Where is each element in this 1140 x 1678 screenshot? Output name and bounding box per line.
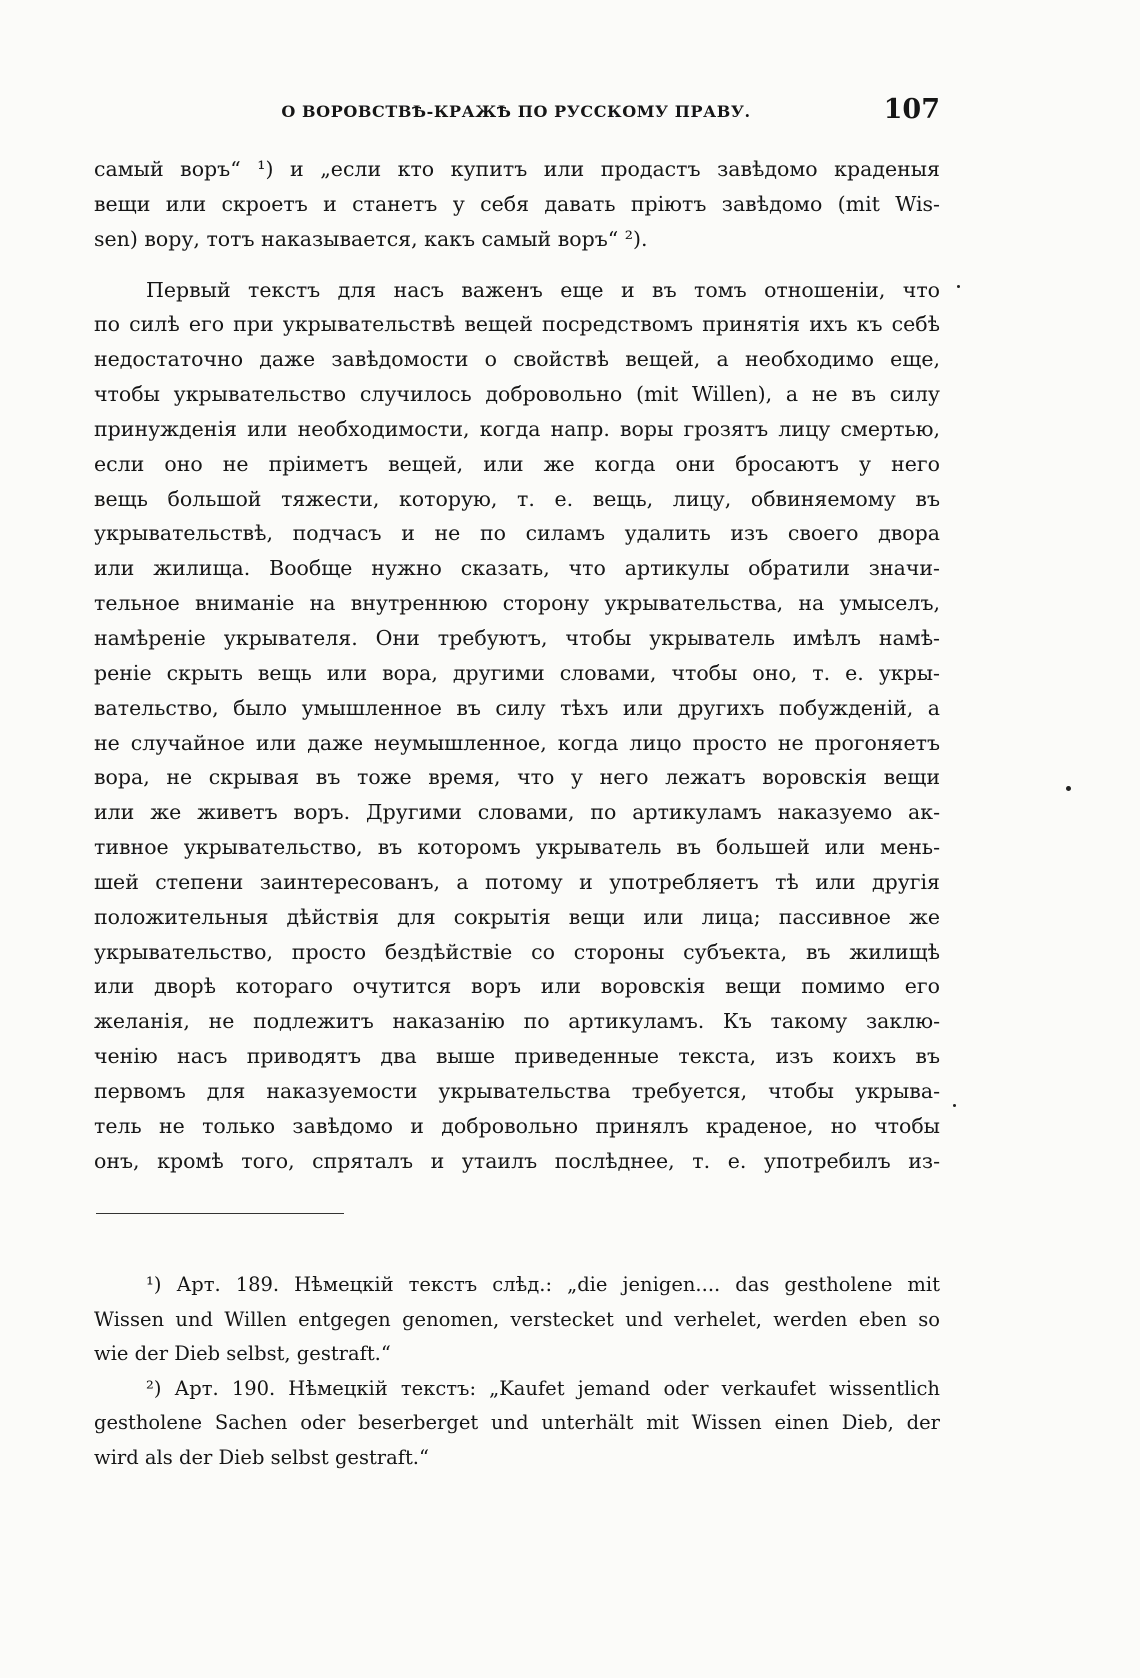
text-line: вещи или скроетъ и станетъ у себя давать пріютъ завѣдомо (mit Wis- [94,191,940,216]
footnote-line: gestholene Sachen oder beserberget und unterhält mit Wissen einen Dieb, der [94,1411,940,1434]
text-line: шей степени заинтересованъ, а потому и употребляетъ тѣ или другія [94,869,940,894]
text-line: если оно не пріиметъ вещей, или же когда они бросаютъ у него [94,451,940,476]
text-line: тельное вниманіе на внутреннюю сторону укрывательства, на умыселъ, [94,591,940,616]
text-line: желанія, не подлежитъ наказанію по артикуламъ. Къ такому заклю- [94,1009,940,1034]
text-line: принужденія или необходимости, когда напр. воры грозятъ лицу смертью, [94,416,940,441]
text-line: вещь большой тяжести, которую, т. е. вещь, лицу, обвиняемому въ [94,486,940,511]
footnote-line: wie der Dieb selbst, gestraft.“ [94,1342,391,1365]
text-line: положительныя дѣйствія для сокрытія вещи или лица; пассивное же [94,904,940,929]
text-line: укрывательствѣ, подчасъ и не по силамъ удалить изъ своего двора [94,521,940,546]
text-line: sen) вору, тотъ наказывается, какъ самый воръ“ ²). [94,226,648,251]
body-text [94,152,940,1178]
footnote-separator [96,1213,344,1214]
ink-speck [953,1104,956,1107]
footnote-line: ¹) Арт. 189. Нѣмецкій текстъ слѣд.: „die jenigen.... das gestholene mit [146,1273,940,1296]
text-line: вора, не скрывая въ тоже время, что у него лежатъ воровскія вещи [94,765,940,790]
text-line: или жилища. Вообще нужно сказать, что артикулы обратили значи- [94,556,940,581]
text-line: реніе скрыть вещь или вора, другими словами, чтобы оно, т. е. укры- [94,660,940,685]
page-header [92,94,940,130]
text-line: ченію насъ приводятъ два выше приведенные текста, изъ коихъ въ [94,1044,940,1069]
text-line: тель не только завѣдомо и добровольно принялъ краденое, но чтобы [94,1113,940,1138]
text-line: чтобы укрывательство случилось добровольно (mit Willen), а не въ силу [94,382,940,407]
text-line: по силѣ его при укрывательствѣ вещей посредствомъ принятія ихъ къ себѣ [94,312,940,337]
text-line: онъ, кромѣ того, спряталъ и утаилъ послѣднее, т. е. употребилъ из- [94,1148,940,1173]
text-line: или дворѣ котораго очутится воръ или воровскія вещи помимо его [94,974,940,999]
text-line: Первый текстъ для насъ важенъ еще и въ томъ отношеніи, что [146,277,940,302]
footnote-line: Wissen und Willen entgegen genomen, verstecket und verhelet, werden eben so [94,1307,940,1331]
text-line: первомъ для наказуемости укрывательства требуется, чтобы укрыва- [94,1078,940,1103]
ink-speck [1066,786,1071,791]
text-line: вательство, было умышленное въ силу тѣхъ или другихъ побужденій, а [94,695,940,720]
text-line: намѣреніе укрывателя. Они требуютъ, чтобы укрыватель имѣлъ намѣ- [94,625,940,650]
text-line: тивное укрывательство, въ которомъ укрыватель въ большей или мень- [94,835,940,860]
text-line: не случайное или даже неумышленное, когда лицо просто не прогоняетъ [94,730,940,755]
page-number: 107 [883,94,940,125]
footnotes [94,1268,940,1475]
text-line: недостаточно даже завѣдомости о свойствѣ вещей, а необходимо еще, [94,347,940,372]
text-line: самый воръ“ ¹) и „если кто купитъ или продастъ завѣдомо краденыя [94,157,940,181]
running-title: О ВОРОВСТВѢ-КРАЖѢ ПО РУССКОМУ ПРАВУ. [281,102,751,121]
ink-speck [957,285,960,288]
text-line: укрывательство, просто бездѣйствіе со стороны субъекта, въ жилищѣ [94,939,940,964]
text-line: или же живетъ воръ. Другими словами, по артикуламъ наказуемо ак- [94,800,940,825]
footnote-line: ²) Арт. 190. Нѣмецкій текстъ: „Kaufet jemand oder verkaufet wissentlich [146,1376,940,1400]
footnote-line: wird als der Dieb selbst gestraft.“ [94,1445,429,1469]
